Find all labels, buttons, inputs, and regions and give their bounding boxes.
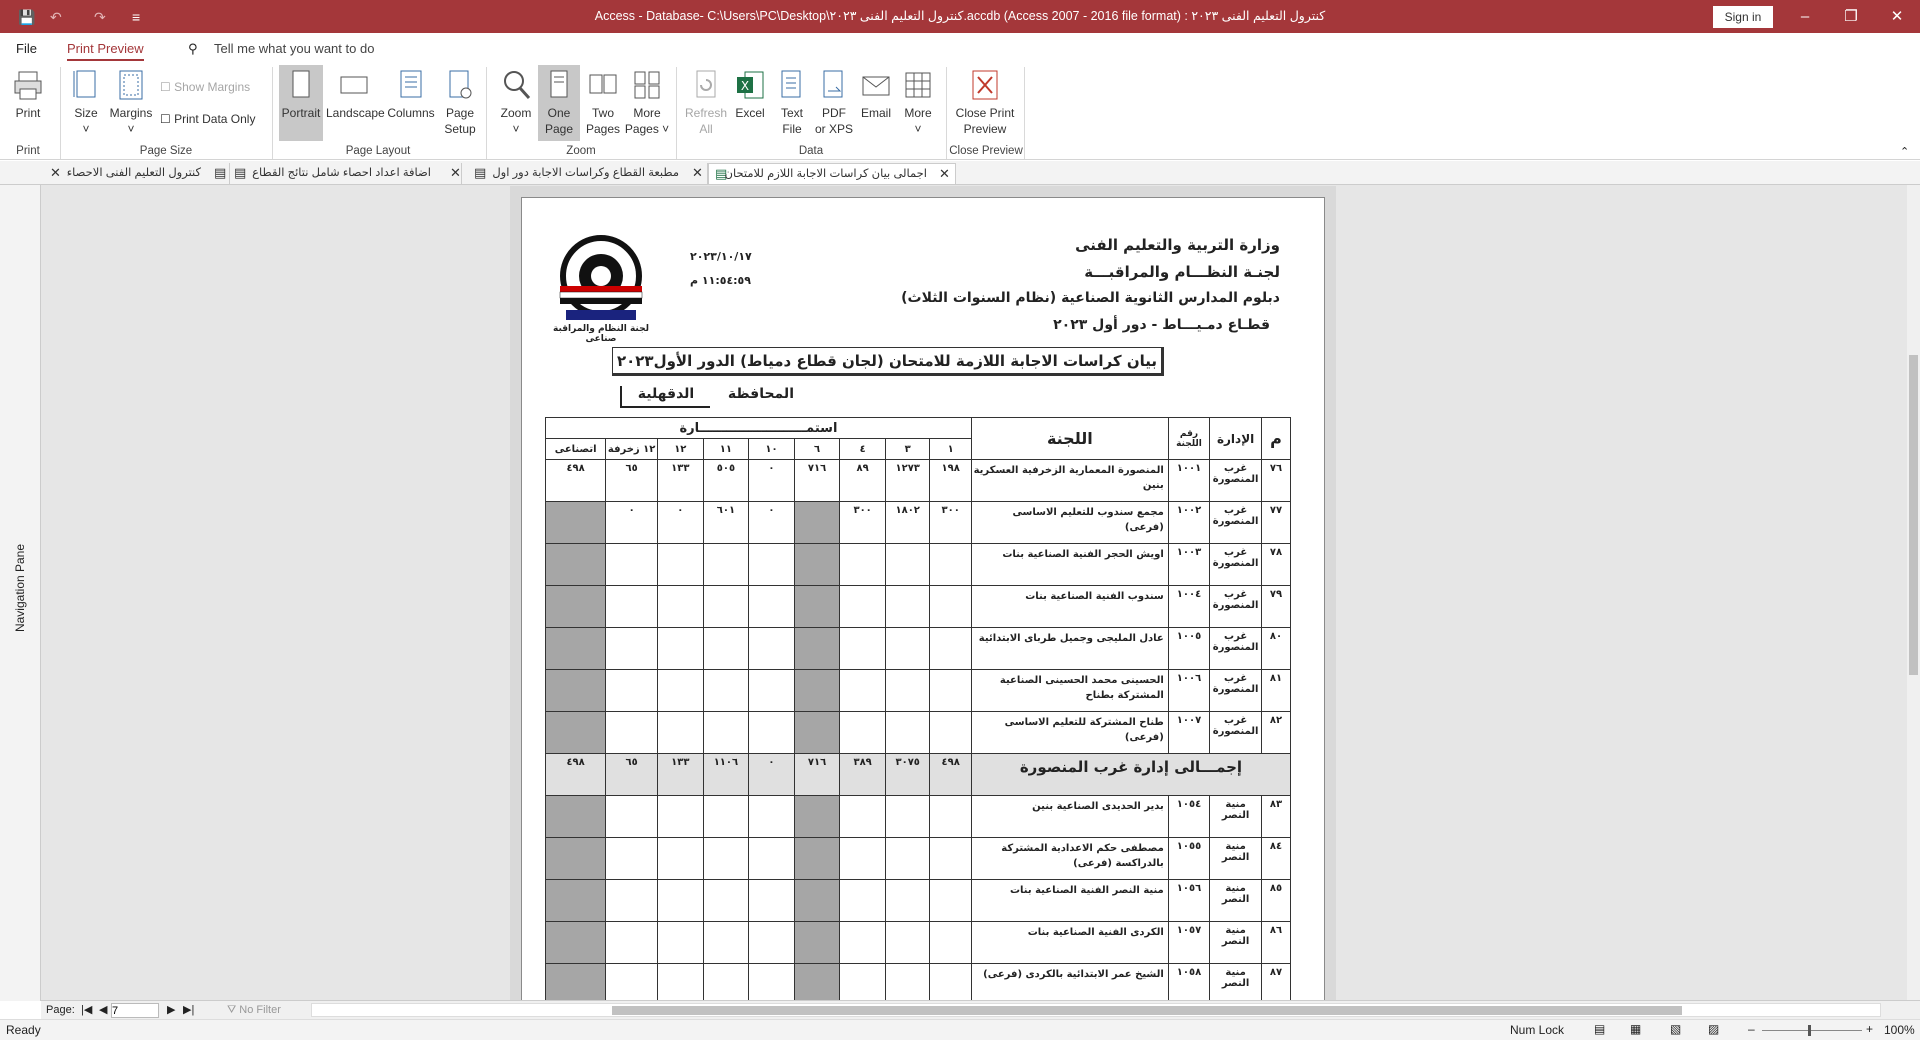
horizontal-scrollbar[interactable]: [311, 1003, 1881, 1017]
horizontal-scroll-thumb[interactable]: [612, 1006, 1682, 1015]
first-page-icon[interactable]: |◀: [81, 1004, 93, 1016]
cell-m: ٧٦: [1262, 460, 1291, 502]
report-icon: ▤: [234, 165, 247, 180]
size-button[interactable]: Size ˅: [68, 69, 104, 137]
col-committee-header: اللجنة: [971, 418, 1168, 460]
cell-value: [546, 796, 606, 838]
cell-admin: منية النصر: [1210, 964, 1262, 1006]
cell-value: [546, 922, 606, 964]
cell-value: [749, 796, 795, 838]
zoom-slider-handle[interactable]: [1808, 1025, 1811, 1036]
zoom-in-icon[interactable]: +: [1866, 1022, 1874, 1036]
cell-value: [794, 922, 840, 964]
cell-value: ٣٠٠: [930, 502, 971, 544]
cell-value: ٠: [749, 460, 795, 502]
landscape-button[interactable]: Landscape: [326, 69, 382, 121]
close-tab-icon[interactable]: ✕: [692, 165, 703, 180]
margins-icon: [116, 69, 146, 101]
close-tab-icon[interactable]: ✕: [939, 166, 950, 181]
sub-col-header: ١٠: [749, 439, 795, 460]
cell-value: [930, 712, 971, 754]
report-icon: ▤: [214, 165, 227, 180]
cell-value: [606, 796, 658, 838]
cell-value: [546, 712, 606, 754]
layout-view-icon[interactable]: ▧: [1670, 1022, 1682, 1036]
page-navigation-bar: [41, 1000, 1920, 1019]
cell-value: [794, 502, 840, 544]
total-value: ٤٩٨: [930, 754, 971, 796]
cell-value: [840, 544, 886, 586]
table-row: [546, 544, 1291, 586]
portrait-button[interactable]: Portrait: [279, 65, 323, 141]
cell-num: ١٠٥٧: [1168, 922, 1209, 964]
close-preview-icon: [970, 69, 1000, 101]
cell-committee: مجمع سندوب للتعليم الاساسى (فرعى): [971, 502, 1168, 544]
committee-line: لجنـة النظـــام والمراقبـــة: [1084, 263, 1280, 281]
cell-value: [658, 544, 704, 586]
cell-value: [840, 586, 886, 628]
cell-num: ١٠٠١: [1168, 460, 1209, 502]
cell-committee: اويش الحجر الفنية الصناعية بنات: [971, 544, 1168, 586]
one-page-icon: [544, 69, 574, 101]
table-icon: [903, 69, 933, 101]
col-num-header: رقم اللجنة: [1168, 418, 1209, 460]
cell-admin: غرب المنصورة: [1210, 544, 1262, 586]
report-table: [545, 417, 1291, 1006]
cell-value: [703, 586, 749, 628]
report-main-title: بيان كراسات الاجابة اللازمة للامتحان (لجان قطاع دمياط) الدور الأول٢٠٢٣: [612, 347, 1164, 376]
cell-value: [930, 922, 971, 964]
cell-value: [749, 670, 795, 712]
zoom-level: 100%: [1884, 1023, 1915, 1037]
navigation-pane-label: Navigation Pane: [13, 543, 27, 633]
title-bar: [0, 0, 1920, 33]
logo-caption: لجنة النظام والمراقبة صناعى: [553, 324, 649, 344]
cell-value: [606, 628, 658, 670]
cell-value: [749, 838, 795, 880]
page-size-icon: [71, 69, 101, 101]
cell-value: ٦٠١: [703, 502, 749, 544]
cell-value: [546, 670, 606, 712]
table-row: [546, 670, 1291, 712]
table-row: [546, 502, 1291, 544]
cell-value: [658, 712, 704, 754]
cell-value: [546, 838, 606, 880]
show-margins-checkbox[interactable]: ☐ Show Margins: [160, 80, 251, 94]
cell-admin: منية النصر: [1210, 922, 1262, 964]
cell-m: ٨٣: [1262, 796, 1291, 838]
tab-answer-sheets-total[interactable]: ▤ اجمالى بيان كراسات الاجابة اللازم للامتحان ✕: [708, 163, 956, 184]
cell-value: [885, 796, 930, 838]
pdf-icon: [819, 69, 849, 101]
cell-value: [658, 586, 704, 628]
table-row: [546, 838, 1291, 880]
cell-value: [840, 670, 886, 712]
cell-value: [930, 586, 971, 628]
close-preview-group-label: Close Preview: [949, 145, 1023, 157]
cell-committee: الشيخ عمر الابتدائية بالكردى (فرعى): [971, 964, 1168, 1006]
cell-value: [885, 880, 930, 922]
cell-value: [840, 796, 886, 838]
report-date: ٢٠٢٣/١٠/١٧: [690, 250, 752, 263]
ribbon: [0, 63, 1920, 160]
page-number-input[interactable]: [111, 1003, 159, 1018]
portrait-icon: [286, 69, 316, 101]
excel-icon: [735, 69, 765, 101]
cell-value: ٤٩٨: [546, 460, 606, 502]
cell-value: [749, 922, 795, 964]
total-value: ٣٨٩: [840, 754, 886, 796]
cell-value: [794, 670, 840, 712]
cell-value: [703, 628, 749, 670]
cell-value: [658, 838, 704, 880]
cell-value: [794, 586, 840, 628]
table-row: [546, 586, 1291, 628]
cell-value: ٣٠٠: [840, 502, 886, 544]
sub-col-header: ٤: [840, 439, 886, 460]
cell-admin: منية النصر: [1210, 838, 1262, 880]
more-pages-icon: [632, 69, 662, 101]
cell-value: [606, 712, 658, 754]
total-value: ٧١٦: [794, 754, 840, 796]
cell-num: ١٠٠٦: [1168, 670, 1209, 712]
cell-value: [885, 838, 930, 880]
cell-value: [749, 880, 795, 922]
tab-add-stats[interactable]: ▤ اضافة اعداد احصاء شامل نتائج القطاع ✕: [214, 163, 462, 184]
cell-value: ١٨٠٢: [885, 502, 930, 544]
print-preview-tab[interactable]: Print Preview: [67, 41, 144, 61]
cell-admin: غرب المنصورة: [1210, 460, 1262, 502]
sub-col-header: ١٢ زخرفة: [606, 439, 658, 460]
svg-text:X: X: [740, 79, 750, 93]
cell-m: ٨٤: [1262, 838, 1291, 880]
vertical-scrollbar[interactable]: [1907, 185, 1920, 1000]
cell-value: ٠: [606, 502, 658, 544]
table-row: [546, 880, 1291, 922]
cell-num: ١٠٠٣: [1168, 544, 1209, 586]
pdf-xps-button[interactable]: PDF or XPS: [814, 69, 854, 137]
data-group-label: Data: [798, 145, 824, 157]
status-ready: Ready: [6, 1023, 41, 1037]
prev-page-icon[interactable]: ◀: [99, 1004, 108, 1016]
cell-value: [885, 586, 930, 628]
page-label: Page:: [46, 1004, 75, 1016]
cell-num: ١٠٥٥: [1168, 838, 1209, 880]
cell-value: [840, 880, 886, 922]
print-data-only-checkbox[interactable]: ☐ Print Data Only: [160, 112, 256, 126]
refresh-icon: [691, 69, 721, 101]
close-print-preview-button[interactable]: Close Print Preview: [952, 69, 1018, 137]
cell-value: [749, 712, 795, 754]
cell-committee: منية النصر الفنية الصناعية بنات: [971, 880, 1168, 922]
print-group-label: Print: [16, 145, 40, 157]
two-pages-button[interactable]: Two Pages: [583, 69, 623, 137]
sign-in-button[interactable]: Sign in: [1713, 6, 1773, 28]
sub-col-header: ٣: [885, 439, 930, 460]
report-icon: ▤: [715, 166, 728, 181]
cell-value: [546, 880, 606, 922]
minimize-icon[interactable]: –: [1800, 8, 1810, 25]
col-admin-header: الإدارة: [1210, 418, 1262, 460]
cell-value: [546, 628, 606, 670]
cell-value: [840, 628, 886, 670]
cell-m: ٧٧: [1262, 502, 1291, 544]
zoom-slider[interactable]: [1762, 1030, 1862, 1031]
cell-committee: طناح المشتركة للتعليم الاساسى (فرعى): [971, 712, 1168, 754]
cell-value: ٨٩: [840, 460, 886, 502]
cell-num: ١٠٥٨: [1168, 964, 1209, 1006]
sub-col-header: ١: [930, 439, 971, 460]
report-icon: ▤: [474, 165, 487, 180]
cell-value: [703, 796, 749, 838]
more-export-button[interactable]: More ˅: [898, 69, 938, 137]
cell-value: [606, 544, 658, 586]
table-row: [546, 796, 1291, 838]
zoom-group-label: Zoom: [566, 145, 596, 157]
cell-num: ١٠٥٦: [1168, 880, 1209, 922]
cell-value: [749, 544, 795, 586]
next-page-icon[interactable]: ▶: [167, 1004, 176, 1016]
cell-value: [930, 628, 971, 670]
magnifier-icon: [501, 69, 531, 101]
cell-value: ٠: [749, 502, 795, 544]
cell-value: [885, 922, 930, 964]
cell-num: ١٠٠٢: [1168, 502, 1209, 544]
committee-logo: [546, 228, 656, 338]
redo-icon[interactable]: ↷: [94, 9, 106, 25]
cell-value: [606, 670, 658, 712]
cell-admin: منية النصر: [1210, 880, 1262, 922]
cell-value: [658, 796, 704, 838]
cell-admin: غرب المنصورة: [1210, 670, 1262, 712]
tell-me-input[interactable]: Tell me what you want to do: [214, 41, 375, 56]
cell-value: [546, 544, 606, 586]
cell-value: [703, 838, 749, 880]
refresh-all-button[interactable]: Refresh All: [684, 69, 728, 137]
cell-committee: الحسينى محمد الحسينى الصناعية المشتركة بطناح: [971, 670, 1168, 712]
cell-m: ٨٦: [1262, 922, 1291, 964]
cell-value: [840, 838, 886, 880]
sector-line: قطـاع دمـيـــاط - دور أول ٢٠٢٣: [1053, 317, 1270, 333]
cell-value: [930, 544, 971, 586]
cell-admin: غرب المنصورة: [1210, 712, 1262, 754]
cell-value: [606, 586, 658, 628]
cell-value: [930, 796, 971, 838]
save-icon[interactable]: 💾: [18, 9, 36, 25]
total-value: ٦٥: [606, 754, 658, 796]
cell-committee: سندوب الفنية الصناعية بنات: [971, 586, 1168, 628]
cell-m: ٧٩: [1262, 586, 1291, 628]
cell-value: [658, 670, 704, 712]
one-page-button[interactable]: One Page: [538, 65, 580, 141]
cell-m: ٨١: [1262, 670, 1291, 712]
cell-value: [794, 712, 840, 754]
text-file-icon: [777, 69, 807, 101]
cell-num: ١٠٠٧: [1168, 712, 1209, 754]
cell-value: [794, 838, 840, 880]
cell-value: [794, 628, 840, 670]
cell-m: ٨٢: [1262, 712, 1291, 754]
cell-admin: غرب المنصورة: [1210, 628, 1262, 670]
cell-committee: الكردى الفنية الصناعية بنات: [971, 922, 1168, 964]
page-setup-icon: [445, 69, 475, 101]
cell-value: ١٢٧٣: [885, 460, 930, 502]
print-button[interactable]: Print: [10, 69, 46, 121]
col-form-header: استمــــــــــــــــــــــــارة: [546, 418, 972, 439]
cell-value: ٦٥: [606, 460, 658, 502]
customize-qat-icon[interactable]: ≡: [132, 9, 141, 25]
diploma-line: دبلوم المدارس الثانوية الصناعية (نظام السنوات الثلاث): [901, 290, 1280, 306]
page-size-group-label: Page Size: [139, 145, 193, 157]
cell-value: [546, 586, 606, 628]
cell-value: [749, 586, 795, 628]
cell-value: ١٣٣: [658, 460, 704, 502]
page-setup-button[interactable]: Page Setup: [440, 69, 480, 137]
cell-m: ٨٧: [1262, 964, 1291, 1006]
file-tab[interactable]: File: [16, 41, 37, 56]
total-value: ٠: [749, 754, 795, 796]
cell-value: ٧١٦: [794, 460, 840, 502]
total-value: ٤٩٨: [546, 754, 606, 796]
email-icon: [861, 69, 891, 101]
cell-value: [930, 838, 971, 880]
menu-bar: [0, 33, 1920, 63]
cell-committee: بدير الحديدى الصناعية بنين: [971, 796, 1168, 838]
cell-value: [794, 544, 840, 586]
cell-value: [606, 880, 658, 922]
close-tab-icon[interactable]: ✕: [50, 165, 61, 180]
cell-committee: عادل المليجى وجميل طرباى الابتدائية: [971, 628, 1168, 670]
cell-value: [885, 544, 930, 586]
text-file-button[interactable]: Text File: [772, 69, 812, 137]
cell-value: [794, 796, 840, 838]
cell-value: [606, 838, 658, 880]
cell-value: [606, 922, 658, 964]
cell-num: ١٠٠٤: [1168, 586, 1209, 628]
print-preview-view-icon[interactable]: ▤: [1594, 1022, 1606, 1036]
cell-value: [703, 670, 749, 712]
margins-button[interactable]: Margins ˅: [108, 69, 154, 137]
vertical-scroll-thumb[interactable]: [1909, 355, 1918, 675]
table-row: [546, 460, 1291, 502]
total-row: [546, 754, 1291, 796]
cell-value: ٥٠٥: [703, 460, 749, 502]
cell-value: [885, 670, 930, 712]
printer-icon: [13, 69, 43, 101]
collapse-ribbon-icon[interactable]: ⌃: [1900, 146, 1910, 158]
cell-m: ٧٨: [1262, 544, 1291, 586]
ministry-line: وزارة التربية والتعليم الفنى: [1075, 236, 1280, 254]
cell-value: [546, 502, 606, 544]
columns-button[interactable]: Columns: [386, 69, 436, 121]
total-label: إجمـــالى إدارة غرب المنصورة: [971, 754, 1290, 796]
tab-control-stats[interactable]: ▤ كنترول التعليم الفنى الاحصاء ✕: [46, 163, 230, 184]
total-value: ١١٠٦: [703, 754, 749, 796]
cell-value: [885, 712, 930, 754]
navigation-pane[interactable]: [0, 161, 41, 1001]
cell-value: [885, 628, 930, 670]
more-pages-button[interactable]: More Pages ˅: [624, 69, 670, 137]
cell-admin: غرب المنصورة: [1210, 586, 1262, 628]
report-time: ١١:٥٤:٥٩ م: [690, 274, 751, 287]
cell-admin: غرب المنصورة: [1210, 502, 1262, 544]
cell-value: [840, 922, 886, 964]
total-value: ٣٠٧٥: [885, 754, 930, 796]
excel-button[interactable]: X Excel: [730, 69, 770, 121]
cell-num: ١٠٠٥: [1168, 628, 1209, 670]
two-pages-icon: [588, 69, 618, 101]
cell-value: [703, 922, 749, 964]
cell-value: [658, 628, 704, 670]
cell-m: ٨٥: [1262, 880, 1291, 922]
total-value: ١٣٣: [658, 754, 704, 796]
table-row: [546, 628, 1291, 670]
governorate-value: الدقهلية: [620, 386, 710, 408]
last-page-icon[interactable]: ▶|: [183, 1004, 195, 1016]
cell-committee: مصطفى حكم الاعدادية المشتركة بالدراكسة (فرعى): [971, 838, 1168, 880]
cell-value: ١٩٨: [930, 460, 971, 502]
search-icon: ⚲: [188, 41, 198, 56]
cell-num: ١٠٥٤: [1168, 796, 1209, 838]
columns-icon: [396, 69, 426, 101]
col-m-header: م: [1262, 418, 1291, 460]
sub-col-header: ١١: [703, 439, 749, 460]
cell-value: [658, 922, 704, 964]
document-tabs: [0, 161, 1920, 185]
report-view-icon[interactable]: ▦: [1630, 1022, 1642, 1036]
design-view-icon[interactable]: ▨: [1708, 1022, 1720, 1036]
landscape-icon: [339, 69, 369, 101]
cell-value: ٠: [658, 502, 704, 544]
num-lock-indicator: Num Lock: [1510, 1023, 1565, 1037]
sub-col-header: ١٢: [658, 439, 704, 460]
table-row: [546, 712, 1291, 754]
cell-value: [703, 880, 749, 922]
zoom-button[interactable]: Zoom ˅: [494, 69, 538, 137]
cell-value: [840, 712, 886, 754]
no-filter-button[interactable]: ⛛ No Filter: [227, 1004, 281, 1016]
email-button[interactable]: Email: [856, 69, 896, 121]
restore-icon[interactable]: ❐: [1844, 8, 1858, 25]
cell-admin: منية النصر: [1210, 796, 1262, 838]
status-bar: [0, 1019, 1920, 1040]
table-row: [546, 922, 1291, 964]
cell-value: [658, 880, 704, 922]
tab-sector-print[interactable]: ▤ مطبعة القطاع وكراسات الاجابة دور اول ✕: [470, 163, 708, 184]
cell-value: [930, 670, 971, 712]
window-title: Access - Database- C:\Users\PC\Desktop\كنترول التعليم الفنى ٢٠٢٣.accdb (Access 2007 - 2016 file format) : كنترول التعليم الفنى ٢٠٢٣: [594, 9, 1326, 23]
undo-icon[interactable]: ↶: [50, 9, 62, 25]
cell-value: [930, 880, 971, 922]
zoom-out-icon[interactable]: –: [1748, 1022, 1755, 1036]
cell-value: [703, 712, 749, 754]
cell-value: [703, 544, 749, 586]
cell-value: [749, 628, 795, 670]
cell-m: ٨٠: [1262, 628, 1291, 670]
sub-col-header: ٦: [794, 439, 840, 460]
cell-committee: المنصورة المعمارية الزخرفية العسكرية بنين: [971, 460, 1168, 502]
close-window-icon[interactable]: ✕: [1890, 8, 1904, 25]
sub-col-header: اتصناعى: [546, 439, 606, 460]
page-layout-group-label: Page Layout: [345, 145, 411, 157]
cell-value: [794, 880, 840, 922]
close-tab-icon[interactable]: ✕: [450, 165, 461, 180]
governorate-label: المحافظة: [727, 386, 794, 402]
